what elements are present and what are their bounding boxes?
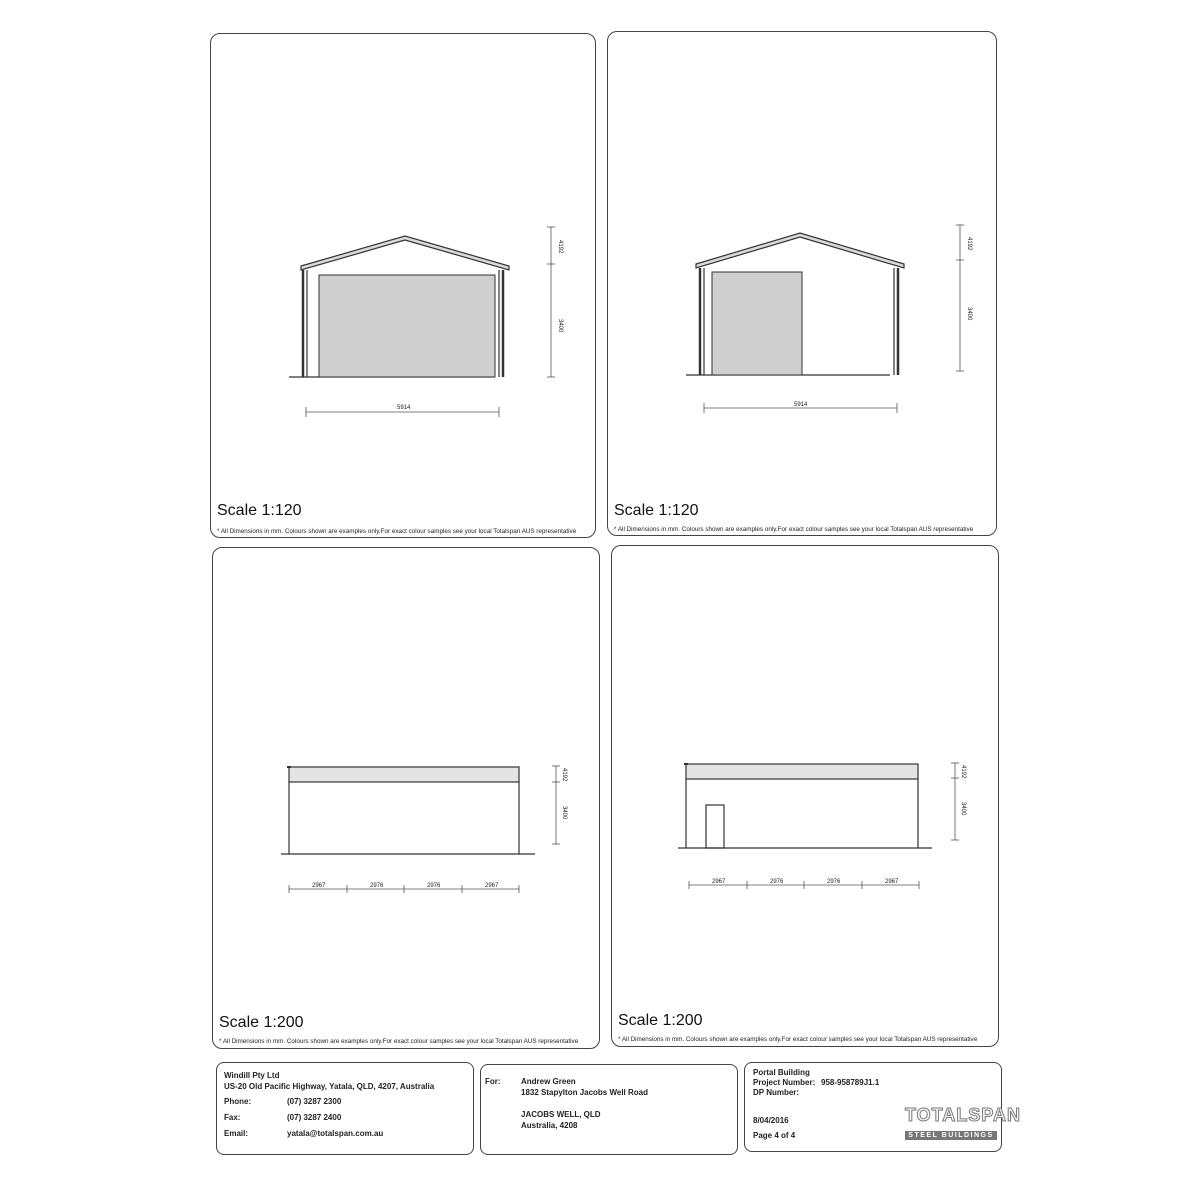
bay-4-dimension: 2967: [885, 879, 899, 885]
bay-2-dimension: 2976: [770, 879, 784, 885]
email-label: Email:: [224, 1129, 249, 1138]
bay-1-dimension: 2967: [312, 883, 326, 889]
company-address: US-20 Old Pacific Highway, Yatala, QLD, 4207, Australia: [224, 1082, 435, 1091]
phone-value: (07) 3287 2300: [287, 1097, 342, 1106]
apex-height-dimension: 4192: [561, 768, 567, 782]
bay-1-dimension: 2967: [712, 879, 726, 885]
rear-elevation-drawing: [608, 32, 996, 535]
dimensions-note: * All Dimensions in mm. Colours shown are examples only.For exact colour samples see your local Totalspan AUS representative: [219, 1038, 579, 1045]
totalspan-logo: TOTALSPAN: [905, 1105, 1021, 1125]
phone-label: Phone:: [224, 1097, 252, 1106]
dp-number-label: DP Number:: [753, 1088, 800, 1097]
fax-label: Fax:: [224, 1113, 241, 1122]
bay-3-dimension: 2976: [827, 879, 841, 885]
client-street: 1832 Stapylton Jacobs Well Road: [521, 1088, 649, 1097]
project-number-label: Project Number:: [753, 1078, 816, 1087]
apex-height-dimension: 4192: [557, 240, 563, 254]
front-elevation-drawing: [211, 34, 595, 537]
wall-height-dimension: 3400: [960, 802, 966, 816]
drawing-panel-right-side-elevation: [611, 545, 999, 1047]
building-type: Portal Building: [753, 1068, 810, 1077]
client-country: Australia, 4208: [521, 1121, 578, 1130]
fax-value: (07) 3287 2400: [287, 1113, 342, 1122]
for-label: For:: [485, 1077, 501, 1086]
project-details-box: [744, 1062, 1021, 1152]
dimensions-note: * All Dimensions in mm. Colours shown are examples only.For exact colour samples see your local Totalspan AUS representative: [217, 528, 577, 535]
scale-label: Scale 1:120: [614, 502, 699, 519]
project-number-value: 958-958789J1.1: [821, 1078, 880, 1087]
scale-label: Scale 1:200: [219, 1014, 304, 1031]
bay-3-dimension: 2976: [427, 883, 441, 889]
drawing-panel-front-elevation: [210, 33, 596, 538]
bay-2-dimension: 2976: [370, 883, 384, 889]
width-dimension: 5914: [397, 405, 411, 411]
dimensions-note: * All Dimensions in mm. Colours shown are examples only.For exact colour samples see your local Totalspan AUS representative: [614, 526, 974, 533]
apex-height-dimension: 4192: [966, 237, 972, 251]
apex-height-dimension: 4192: [960, 765, 966, 779]
left-side-elevation-drawing: [213, 548, 599, 1048]
client-details-box: [480, 1064, 738, 1155]
company-name: Windill Pty Ltd: [224, 1071, 280, 1080]
scale-label: Scale 1:200: [618, 1012, 703, 1029]
dimensions-note: * All Dimensions in mm. Colours shown are examples only.For exact colour samples see your local Totalspan AUS representative: [618, 1036, 978, 1043]
width-dimension: 5914: [794, 402, 808, 408]
date: 8/04/2016: [753, 1116, 789, 1125]
right-side-elevation-drawing: [612, 546, 998, 1046]
scale-label: Scale 1:120: [217, 502, 302, 519]
company-details-box: [216, 1062, 474, 1155]
drawing-panel-rear-elevation: [607, 31, 997, 536]
wall-height-dimension: 3400: [561, 806, 567, 820]
client-name: Andrew Green: [521, 1077, 576, 1086]
wall-height-dimension: 3400: [557, 319, 563, 333]
logo-tagline: STEEL BUILDINGS: [905, 1131, 997, 1140]
email-value[interactable]: yatala@totalspan.com.au: [287, 1129, 384, 1138]
client-suburb: JACOBS WELL, QLD: [521, 1110, 601, 1119]
drawing-panel-left-side-elevation: [212, 547, 600, 1049]
bay-4-dimension: 2967: [485, 883, 499, 889]
page-number: Page 4 of 4: [753, 1131, 796, 1140]
wall-height-dimension: 3400: [966, 307, 972, 321]
